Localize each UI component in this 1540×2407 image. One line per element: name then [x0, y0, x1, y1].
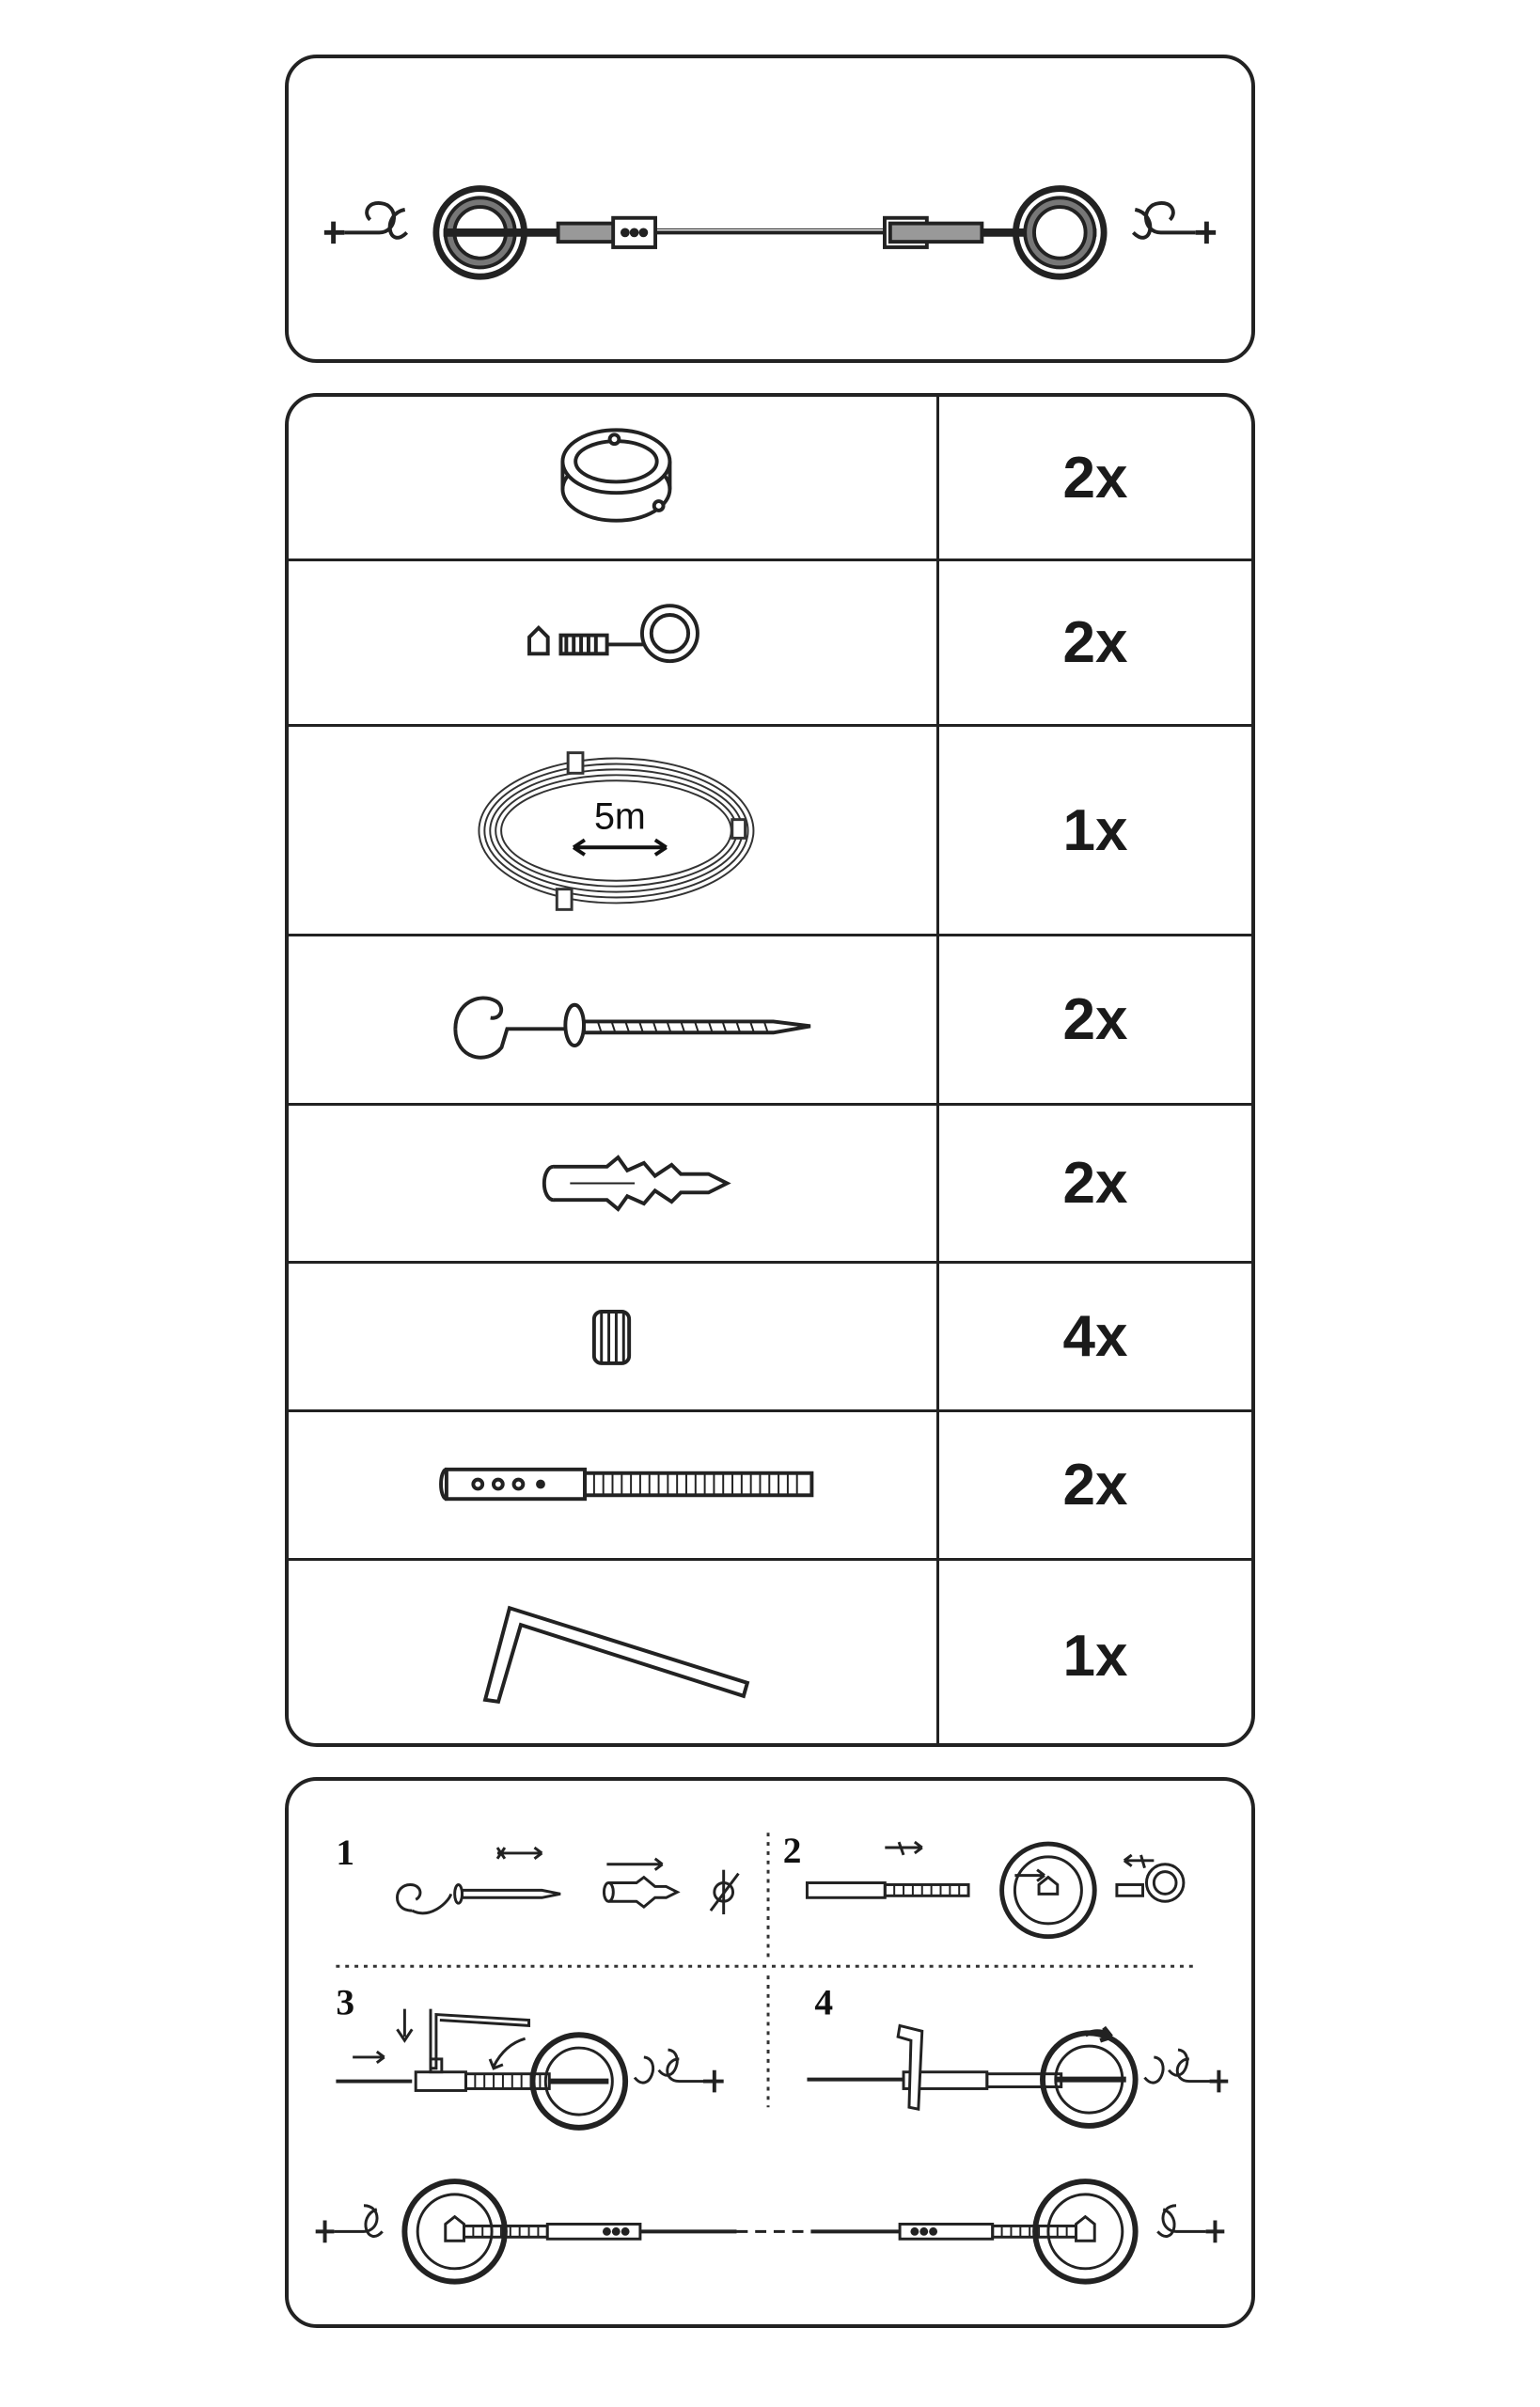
assembled-wire-system-illustration — [289, 58, 1251, 359]
part-row-wire-coil — [289, 727, 1251, 936]
part-quantity: 2x — [1062, 445, 1128, 511]
part-row-wall-plug — [289, 1106, 1251, 1264]
step-3-insert-wire-tighten — [336, 2009, 723, 2128]
part-row-hook-screw — [289, 936, 1251, 1106]
step-4-final-tensioning — [807, 2025, 1228, 2126]
part-quantity: 2x — [1062, 1453, 1128, 1518]
eye-screw-with-cap-icon — [289, 561, 936, 724]
step-2-bolt-into-ring — [807, 1842, 1183, 1937]
parts-list-table — [285, 393, 1255, 1747]
part-quantity: 2x — [1062, 610, 1128, 675]
part-quantity: 1x — [1062, 1623, 1128, 1689]
wire-length-label: 5m — [593, 795, 646, 838]
set-screw-icon — [289, 1264, 936, 1409]
step-number: 2 — [782, 1829, 802, 1871]
part-row-ring — [289, 397, 1251, 561]
part-row-set-screw — [289, 1264, 1251, 1412]
part-row-allen-key — [289, 1561, 1251, 1747]
wire-coil-icon — [289, 727, 936, 934]
assembled-overview-panel — [285, 55, 1255, 363]
allen-key-icon — [289, 1561, 936, 1747]
part-quantity: 2x — [1062, 987, 1128, 1052]
step-1-hook-and-plug — [397, 1848, 738, 1914]
assembly-steps-panel — [285, 1777, 1255, 2328]
part-row-tensioner-bolt — [289, 1412, 1251, 1561]
wall-plug-icon — [289, 1106, 936, 1261]
hook-screw-icon — [289, 936, 936, 1103]
part-quantity: 2x — [1062, 1151, 1128, 1216]
part-quantity: 4x — [1062, 1304, 1128, 1369]
step-number: 1 — [336, 1831, 355, 1873]
tensioner-bolt-icon — [289, 1412, 936, 1558]
step-number: 4 — [814, 1981, 834, 2023]
assembly-steps-illustration — [289, 1781, 1251, 2324]
step-number: 3 — [336, 1981, 355, 2023]
ring-icon — [289, 397, 936, 558]
final-assembly-illustration — [316, 2181, 1225, 2282]
part-quantity: 1x — [1062, 797, 1128, 863]
part-row-eye-screw — [289, 561, 1251, 727]
